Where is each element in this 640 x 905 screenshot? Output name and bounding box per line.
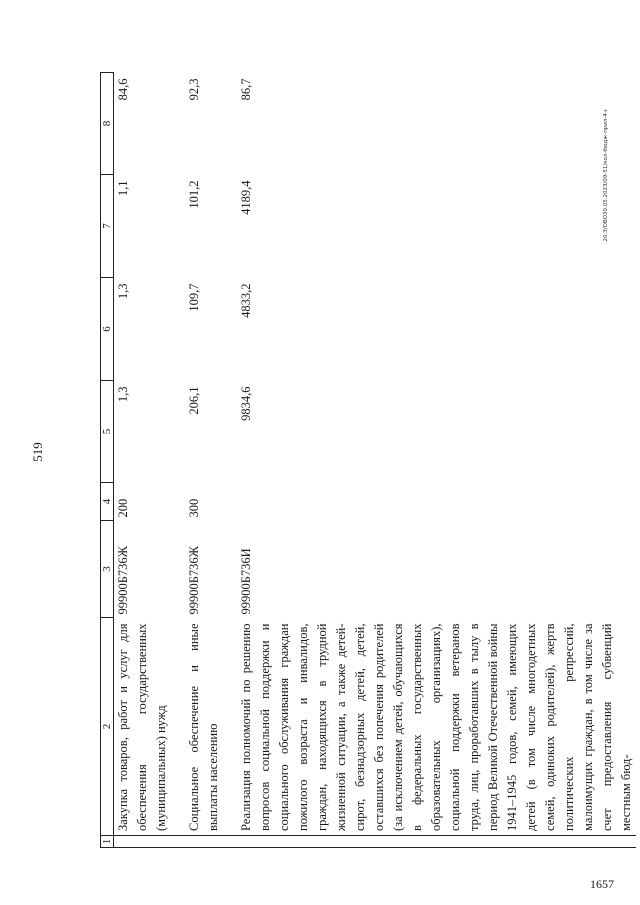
row-value-6: 4833,2 (239, 283, 253, 318)
table-row (171, 73, 223, 848)
row-value-5: 1,3 (116, 386, 130, 403)
folio-number: 1657 (590, 877, 614, 891)
page-number: 519 (30, 442, 45, 462)
row-value-8: 86,7 (239, 78, 253, 101)
header-col-2: 2 (101, 618, 114, 836)
row-code: 99900Б736И (239, 548, 253, 615)
row-value-7: 101,2 (187, 180, 201, 209)
row-code: 99900Б736Ж (116, 546, 130, 615)
header-col-6: 6 (101, 278, 114, 381)
header-col-3: 3 (101, 521, 114, 618)
row-expense-type: 200 (116, 498, 130, 518)
row-description: Реализация полномочий по решению вопросов социальной поддержки и социального обслуживания граждан пожилого возраста и инвалидов, граждан, находящихся в трудной жизненной ситуации, а также детей-сирот, безнадзорных детей, детей, оставшихся без попечения родителей (за исключением детей, обучающихся в федеральных государственных образовательных организациях), социальной поддержки ветеранов труда, лиц, проработавших в тылу в период Великой Отечественной войны 1941–1945 годов, семей, имеющих детей (в том числе многодетных семей, одиноких родителей), жертв политических репрессий, малоимущих граждан, в том числе за счет предоставления субвенций местным бюд- (239, 623, 633, 831)
row-value-6: 109,7 (187, 283, 201, 312)
row-value-7: 4189,4 (239, 180, 253, 215)
row-expense-type: 300 (187, 498, 201, 518)
row-number-cell (114, 836, 172, 848)
table-row (114, 73, 172, 848)
row-value-5: 9834,6 (239, 386, 253, 421)
row-value-6: 1,3 (116, 283, 130, 300)
header-col-7: 7 (101, 175, 114, 278)
header-col-4: 4 (101, 483, 114, 521)
header-col-1: 1 (101, 836, 114, 848)
row-value-7: 1,1 (116, 180, 130, 197)
row-value-8: 84,6 (116, 78, 130, 101)
row-description: Закупка товаров, работ и услуг для обеспечения государственных (муниципальных) нужд (116, 623, 168, 831)
row-value-5: 206,1 (187, 386, 201, 415)
budget-table (100, 72, 636, 848)
row-expense-type (223, 483, 636, 521)
row-number-cell (171, 836, 223, 848)
file-reference-note: 20.3/ОВО30.05.2023/09-51/кол-бюдж-прил-4+ (603, 108, 609, 242)
row-description: Социальное обеспечение и иные выплаты населению (187, 623, 220, 831)
row-number-cell (223, 836, 636, 848)
row-code: 99900Б736Ж (187, 546, 201, 615)
table-header-row (101, 73, 114, 848)
header-col-5: 5 (101, 381, 114, 483)
row-value-8: 92,3 (187, 78, 201, 101)
table-row (223, 73, 636, 848)
header-col-8: 8 (101, 73, 114, 175)
